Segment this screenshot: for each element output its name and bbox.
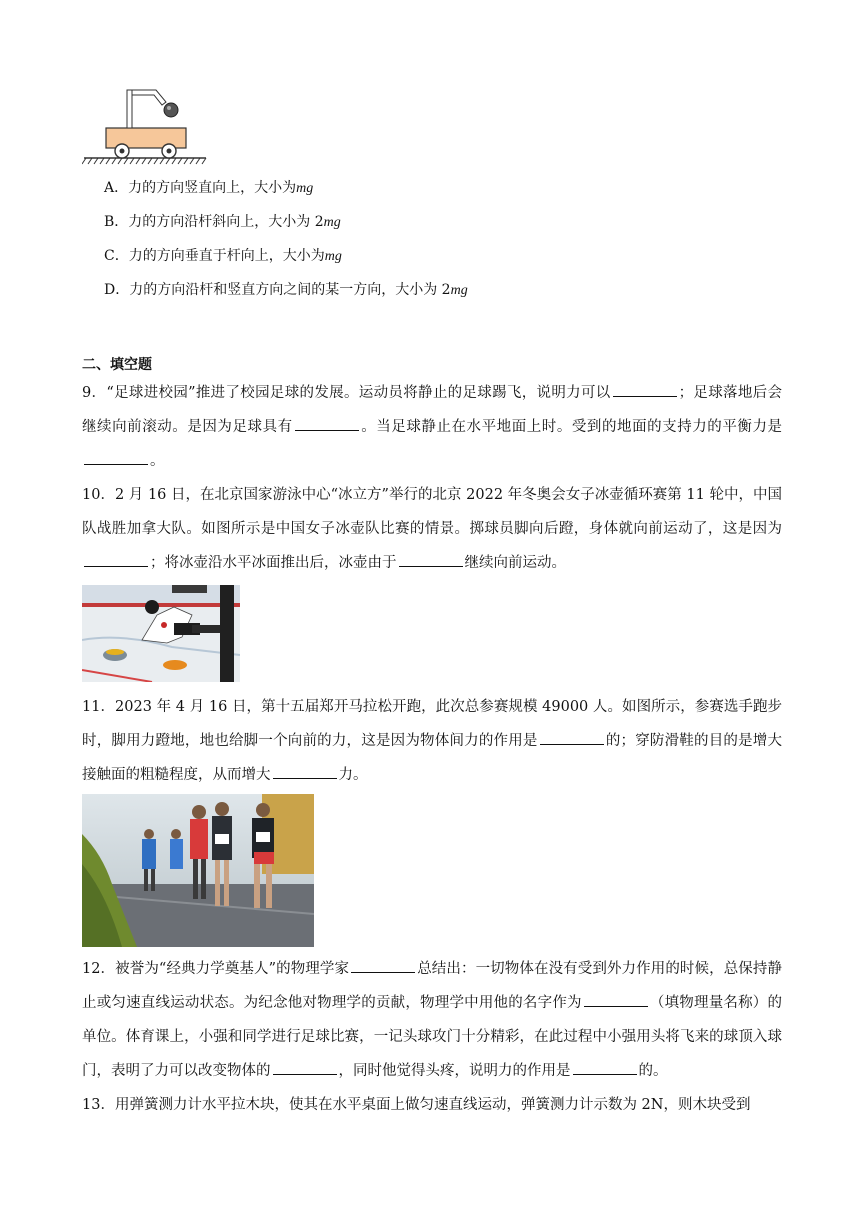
question-text: 的；穿防滑鞋的目的是增大接触面的粗糙程度，从而增大	[82, 733, 782, 783]
question-text: 力。	[338, 767, 368, 783]
option-d	[104, 280, 468, 301]
question-text: 12．被誉为“经典力学奠基人”的物理学家	[82, 961, 350, 977]
answer-blank[interactable]	[273, 764, 337, 779]
question-12	[82, 952, 782, 1088]
question-text: ，同时他觉得头疼，说明力的作用是	[338, 1063, 571, 1079]
question-10	[82, 478, 782, 580]
option-math: mg	[323, 215, 341, 230]
option-letter: D．	[104, 282, 130, 298]
option-letter: A．	[104, 180, 129, 196]
cart-rod-ball-figure	[82, 86, 208, 166]
answer-blank[interactable]	[399, 552, 463, 567]
marathon-photo	[82, 794, 314, 947]
question-11	[82, 690, 782, 792]
question-text: 的。	[638, 1063, 668, 1079]
question-text: 9．“足球进校园”推进了校园足球的发展。运动员将静止的足球踢飞，说明力可以	[82, 385, 611, 401]
question-13	[82, 1088, 782, 1122]
option-math: mg	[324, 249, 342, 264]
option-letter: B．	[104, 214, 129, 230]
option-text: 力的方向竖直向上，大小为	[128, 180, 297, 196]
question-text: 。	[150, 453, 165, 469]
option-text: 力的方向沿杆斜向上，大小为 2	[128, 214, 324, 230]
question-text: 继续向前运动。	[464, 555, 566, 571]
question-text: ；足球落地后会继续向前滚动。是因为足球具有	[82, 385, 782, 435]
question-text: 。当足球静止在水平地面上时。受到的地面的支持力的平衡力是	[360, 419, 783, 435]
answer-blank[interactable]	[573, 1060, 637, 1075]
question-9	[82, 376, 782, 478]
option-b	[104, 212, 341, 233]
option-text: 力的方向垂直于杆向上，大小为	[128, 248, 325, 264]
answer-blank[interactable]	[351, 958, 415, 973]
answer-blank[interactable]	[584, 992, 648, 1007]
answer-blank[interactable]	[540, 730, 604, 745]
question-text: 11．2023 年 4 月 16 日，第十五届郑开马拉松开跑，此次总参赛规模 49000 人。如图所示，参赛选手跑步时，脚用力蹬地，地也给脚一个向前的力，这是因为物体间力的作用是	[82, 699, 782, 749]
option-letter: C．	[104, 248, 129, 264]
option-a	[104, 178, 313, 199]
answer-blank[interactable]	[84, 450, 148, 465]
option-math: mg	[296, 181, 314, 196]
option-c	[104, 246, 342, 267]
question-text: （填物理量名称）的单位。体育课上，小强和同学进行足球比赛，一记头球攻门十分精彩，在此过程中小强用头将飞来的球顶入球门，表明了力可以改变物体的	[82, 995, 782, 1079]
option-text: 力的方向沿杆和竖直方向之间的某一方向，大小为 2	[129, 282, 451, 298]
answer-blank[interactable]	[273, 1060, 337, 1075]
question-text: 总结出：一切物体在没有受到外力作用的时候，总保持静止或匀速直线运动状态。为纪念他对物理学的贡献，物理学中用他的名字作为	[82, 961, 783, 1011]
option-math: mg	[450, 283, 468, 298]
question-text: 10．2 月 16 日，在北京国家游泳中心“冰立方”举行的北京 2022 年冬奥会女子冰壶循环赛第 11 轮中，中国队战胜加拿大队。如图所示是中国女子冰壶队比赛的情景。掷球员脚向后蹬，身体就向前运动了，这是因为	[82, 487, 782, 537]
answer-blank[interactable]	[613, 382, 677, 397]
answer-blank[interactable]	[295, 416, 359, 431]
curling-photo	[82, 585, 240, 682]
question-text: 13．用弹簧测力计水平拉木块，使其在水平桌面上做匀速直线运动，弹簧测力计示数为 2N，则木块受到	[82, 1097, 751, 1113]
question-text: ；将冰壶沿水平冰面推出后，冰壶由于	[150, 555, 397, 571]
section-title: 二、填空题	[82, 357, 152, 373]
answer-blank[interactable]	[84, 552, 148, 567]
